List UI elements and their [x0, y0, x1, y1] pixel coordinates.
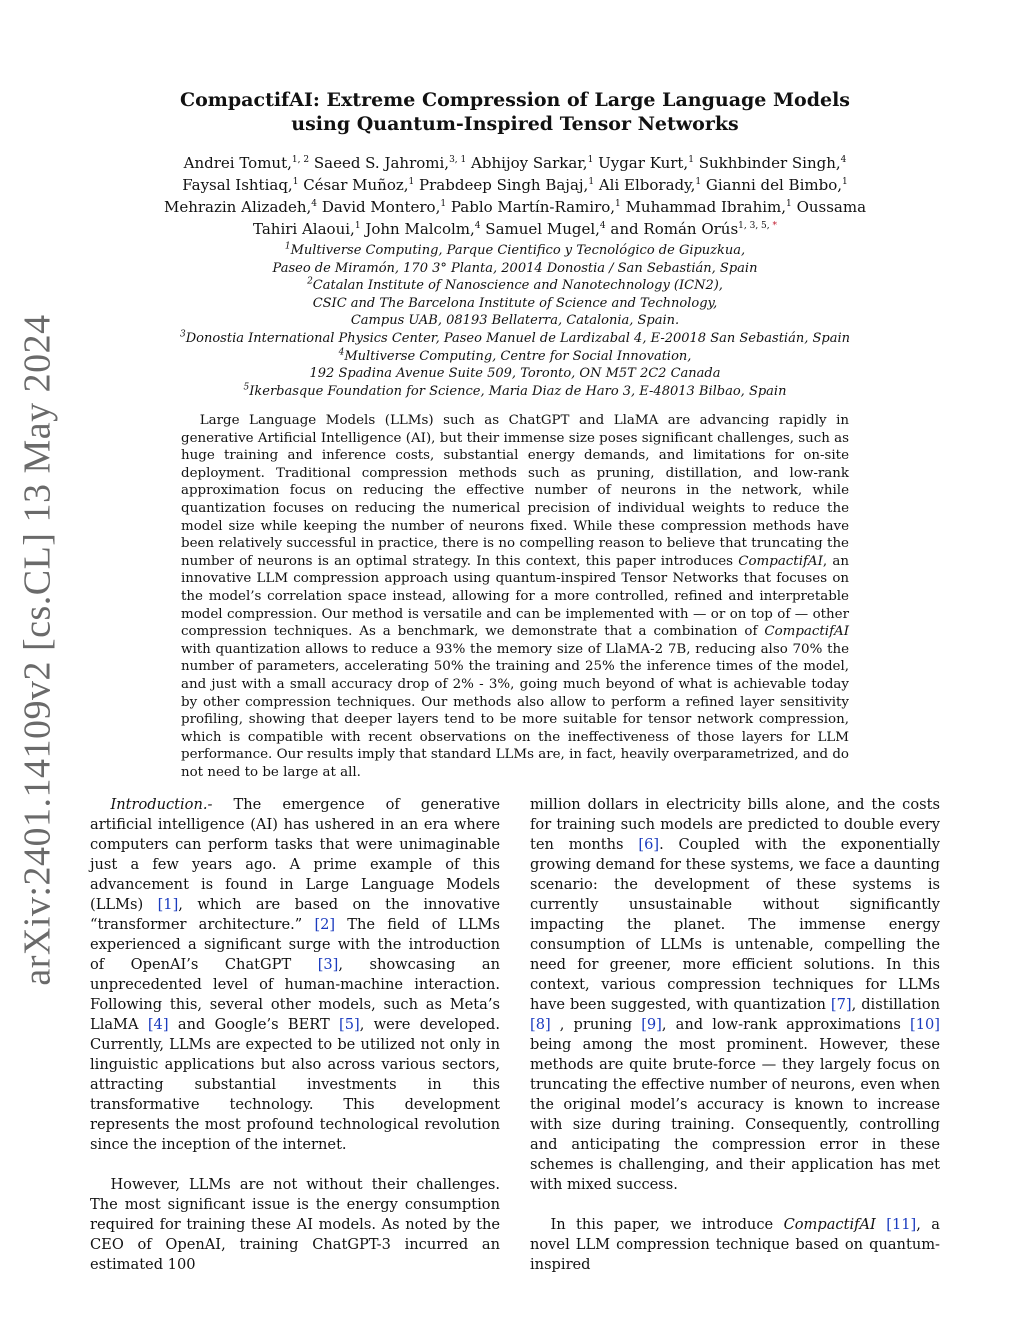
citation-link[interactable]: [8] — [530, 1016, 551, 1033]
citation-link[interactable]: [10] — [910, 1016, 940, 1033]
citation-link[interactable]: [2] — [314, 916, 336, 933]
author: and Román Orús$^{1, 3, 5, *}$ — [610, 220, 777, 238]
author: Uygar Kurt,$^1$ — [598, 154, 694, 172]
author: César Muñoz,$^1$ — [303, 176, 415, 194]
affiliation-line: Campus UAB, 08193 Bellaterra, Catalonia, Spain. — [350, 313, 680, 329]
affiliation-line: $^2$Catalan Institute of Nanoscience and Nanotechnology (ICN2), — [307, 276, 723, 294]
citation-link[interactable]: [9] — [641, 1016, 662, 1033]
citation-link[interactable]: [6] — [638, 836, 660, 853]
intro-paragraph: Introduction.- The emergence of generative artificial intelligence (AI) has ushered in an era where computers can perform tasks that were unimaginable just a few years ago. A prime example of this advancement is found in Large Language Models (LLMs) [1], which are based on the innovative “transformer architecture.” [2] The field of LLMs experienced a significant surge with the introduction of OpenAI’s ChatGPT [3], showcasing an unprecedented level of human-machine interaction. Following this, several other models, such as Meta’s LlaMA [4] and Google’s BERT [5], were developed. Currently, LLMs are expected to be utilized not only in linguistic applications but also across various sectors, attracting substantial investments in this transformative technology. This development represents the most profound technological revolution since the inception of the internet. — [90, 796, 500, 1153]
author: Oussama Tahiri Alaoui,$^1$ — [253, 198, 867, 238]
citation-link[interactable]: [3] — [317, 956, 339, 973]
author: Samuel Mugel,$^4$ — [485, 220, 606, 238]
citation-link[interactable]: [1] — [157, 896, 179, 913]
affiliation-line: 192 Spadina Avenue Suite 509, Toronto, ON M5T 2C2 Canada — [309, 366, 721, 382]
arxiv-identifier: arXiv:2401.14109v2 [cs.CL] 13 May 2024 — [17, 314, 60, 986]
author: Sukhbinder Singh,$^4$ — [698, 154, 847, 172]
author: Prabdeep Singh Bajaj,$^1$ — [419, 176, 595, 194]
abstract-paragraph: Large Language Models (LLMs) such as ChatGPT and LlaMA are advancing rapidly in generative Artificial Intelligence (AI), but their immense size poses significant challenges, such as huge training and inference costs, substantial energy demands, and limitations for on-site deployment. Traditional compression methods such as pruning, distillation, and low-rank approximation focus on reducing the effective number of neurons in the network, while quantization focuses on reducing the numerical precision of individual weights to reduce the model size while keeping the number of neurons fixed. While these compression methods have been relatively successful in practice, there is no compelling reason to believe that truncating the number of neurons is an optimal strategy. In this context, this paper introduces CompactifAI, an innovative LLM compression approach using quantum-inspired Tensor Networks that focuses on the model’s correlation space instead, allowing for a more controlled, refined and interpretable model compression. Our method is versatile and can be implemented with — or on top of — other compression techniques. As a benchmark, we demonstrate that a combination of CompactifAI with quantization allows to reduce a 93% the memory size of LlaMA-2 7B, reducing also 70% the number of parameters, accelerating 50% the training and 25% the inference times of the model, and just with a small accuracy drop of 2% - 3%, going much beyond of what is achievable today by other compression techniques. Our methods also allow to perform a refined layer sensitivity profiling, showing that deeper layers tend to be more suitable for tensor network compression, which is compatible with recent observations on the ineffectiveness of those layers for LLM performance. Our results imply that standard LLMs are, in fact, heavily overparametrized, and do not need to be large at all. — [181, 413, 849, 780]
arxiv-margin-stamp — [17, 314, 60, 986]
author: Abhijoy Sarkar,$^1$ — [471, 154, 594, 172]
author: Muhammad Ibrahim,$^1$ — [625, 198, 792, 216]
author: Andrei Tomut,$^{1, 2}$ — [183, 154, 310, 172]
paper-title — [150, 88, 880, 136]
affiliation-line: $^4$Multiverse Computing, Centre for Social Innovation, — [338, 347, 692, 364]
affiliation-line: Paseo de Miramón, 170 3° Planta, 20014 Donostia / San Sebastián, Spain — [272, 260, 758, 276]
author: Ali Elborady,$^1$ — [598, 176, 702, 194]
citation-link[interactable]: [7] — [830, 996, 852, 1013]
citation-link[interactable]: [5] — [339, 1016, 360, 1033]
intro-label: Introduction.- — [110, 796, 213, 813]
author: Pablo Martín-Ramiro,$^1$ — [450, 198, 621, 216]
author: Saeed S. Jahromi,$^{3, 1}$ — [313, 154, 467, 172]
title-line-2: using Quantum-Inspired Tensor Networks — [291, 113, 739, 135]
author: Faysal Ishtiaq,$^1$ — [182, 176, 299, 194]
affiliation-line: CSIC and The Barcelona Institute of Science and Technology, — [312, 295, 718, 311]
affiliation-line: $^1$Multiverse Computing, Parque Cientifico y Tecnológico de Gipuzkua, — [284, 241, 746, 258]
contribution-paragraph: In this paper, we introduce CompactifAI [11], a novel LLM compression technique based on quantum-inspired — [530, 1216, 941, 1273]
citation-link[interactable]: [4] — [147, 1016, 169, 1033]
affiliation-line: $^3$Donostia International Physics Center, Paseo Manuel de Lardizabal 4, E-20018 San Sebastián, Spain — [179, 329, 850, 346]
author: John Malcolm,$^4$ — [365, 220, 481, 238]
challenges-paragraph: However, LLMs are not without their challenges. The most significant issue is the energy consumption required for training these AI models. As noted by the CEO of OpenAI, training ChatGPT-3 incurred an estimated 100 — [90, 1176, 500, 1273]
title-line-1: CompactifAI: Extreme Compression of Large Language Models — [180, 89, 850, 111]
citation-link[interactable]: [11] — [886, 1216, 917, 1233]
continued-paragraph: million dollars in electricity bills alone, and the costs for training such models are predicted to double every ten months [6]. Coupled with the exponentially growing demand for these systems, we face a daunting scenario: the development of these systems is currently unsustainable without significantly impacting the planet. The immense energy consumption of LLMs is untenable, compelling the need for greener, more efficient solutions. In this context, various compression techniques for LLMs have been suggested, with quantization [7], distillation [8] , pruning [9], and low-rank approximations [10] being among the most prominent. However, these methods are quite brute-force — they largely focus on truncating the effective number of neurons, even when the original model’s accuracy is known to increase with size during training. Consequently, controlling and anticipating the compression error in these schemes is challenging, and their application has met with mixed success. — [530, 796, 940, 1193]
author: Mehrazin Alizadeh,$^4$ — [163, 198, 318, 216]
corresponding-author-link[interactable]: * — [772, 221, 777, 231]
author: David Montero,$^1$ — [321, 198, 447, 216]
affiliation-line: $^5$Ikerbasque Foundation for Science, Maria Diaz de Haro 3, E-48013 Bilbao, Spain — [243, 382, 787, 399]
right-column — [530, 795, 940, 1295]
author-list — [160, 152, 870, 240]
left-column — [90, 795, 500, 1295]
abstract — [181, 412, 849, 781]
author: Gianni del Bimbo,$^1$ — [705, 176, 848, 194]
affiliations — [150, 242, 880, 400]
